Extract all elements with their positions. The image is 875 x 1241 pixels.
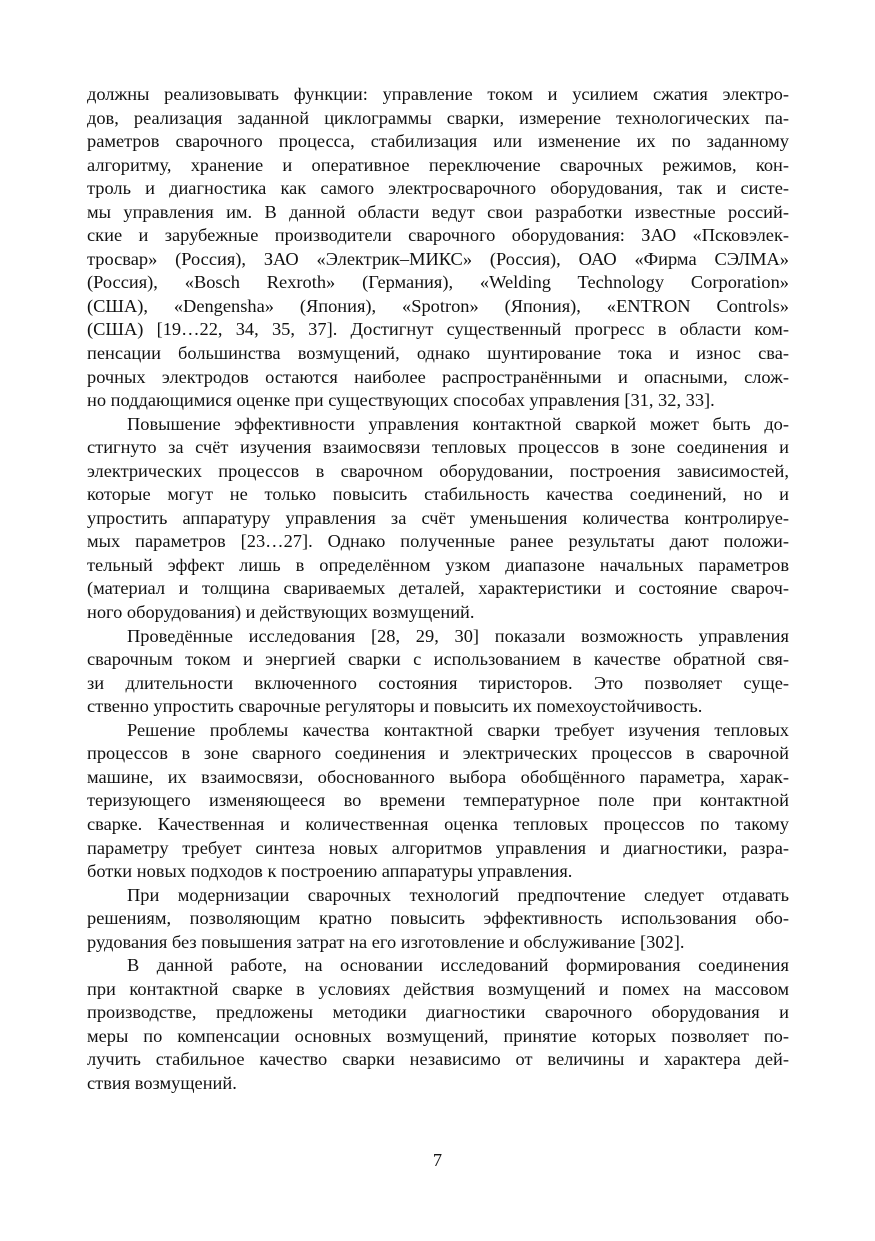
text-line: решениям, позволяющим кратно повысить эффективность использования обо- [87,908,789,929]
text-line: зи длительности включенного состояния тиристоров. Это позволяет суще- [87,672,789,693]
text-line: производстве, предложены методики диагностики сварочного оборудования и [87,1002,789,1023]
text-line: рочных электродов остаются наиболее распространёнными и опасными, слож- [87,366,789,387]
paragraph [87,884,789,955]
text-line: упростить аппаратуру управления за счёт уменьшения количества контролируе- [87,507,789,528]
text-line: которые могут не только повысить стабильность качества соединений, но и [87,484,789,505]
text-line: мых параметров [23…27]. Однако полученные ранее результаты дают положи- [87,531,789,552]
paragraph [87,413,789,625]
text-line: раметров сварочного процесса, стабилизация или изменение их по заданному [87,131,789,152]
text-line: троль и диагностика как самого электросварочного оборудования, так и систе- [87,178,789,199]
paragraph [87,719,789,884]
text-line: Решение проблемы качества контактной сварки требует изучения тепловых [127,719,789,740]
body-text [87,83,789,1096]
text-line: рудования без повышения затрат на его изготовление и обслуживание [302]. [87,931,685,952]
paragraph [87,954,789,1095]
paragraph [87,625,789,719]
text-line: (материал и толщина свариваемых деталей, характеристики и состояние свароч- [87,578,789,599]
paragraph [87,83,789,413]
text-line: ного оборудования) и действующих возмущений. [87,602,475,623]
text-line: тросвар» (Россия), ЗАО «Электрик–МИКС» (Россия), ОАО «Фирма СЭЛМА» [87,248,789,269]
text-line: электрических процессов в сварочном оборудовании, построения зависимостей, [87,460,789,481]
text-line: сварке. Качественная и количественная оценка тепловых процессов по такому [87,813,789,834]
text-line: (США), «Dengensha» (Япония), «Spotron» (Япония), «ENTRON Controls» [87,295,789,316]
text-line: машине, их взаимосвязи, обоснованного выбора обобщённого параметра, харак- [87,766,789,787]
text-line: должны реализовывать функции: управление током и усилием сжатия электро- [87,84,789,104]
text-line: Проведённые исследования [28, 29, 30] показали возможность управления [127,625,789,646]
text-line: мы управления им. В данной области ведут свои разработки известные россий- [87,201,789,222]
text-line: ственно упростить сварочные регуляторы и повысить их помехоустойчивость. [87,696,703,717]
page-number: 7 [432,1150,443,1170]
text-line: тельный эффект лишь в определённом узком диапазоне начальных параметров [87,554,789,575]
text-line: пенсации большинства возмущений, однако шунтирование тока и износ сва- [87,343,789,364]
text-line: но поддающимися оценке при существующих способах управления [31, 32, 33]. [87,390,715,411]
text-line: дов, реализация заданной циклограммы сварки, измерение технологических па- [87,107,789,128]
text-line: параметру требует синтеза новых алгоритмов управления и диагностики, разра- [87,837,789,858]
text-line: В данной работе, на основании исследований формирования соединения [127,955,789,976]
text-line: алгоритму, хранение и оперативное переключение сварочных режимов, кон- [87,154,789,175]
text-line: (США) [19…22, 34, 35, 37]. Достигнут существенный прогресс в области ком- [87,319,789,340]
text-line: (Россия), «Bosch Rexroth» (Германия), «Welding Technology Corporation» [87,272,789,293]
text-line: ботки новых подходов к построению аппаратуры управления. [87,861,573,882]
text-line: стигнуто за счёт изучения взаимосвязи тепловых процессов в зоне соединения и [87,437,789,458]
text-line: лучить стабильное качество сварки независимо от величины и характера дей- [87,1049,789,1070]
text-line: теризующего изменяющееся во времени температурное поле при контактной [87,790,789,811]
text-line: сварочным током и энергией сварки с использованием в качестве обратной свя- [87,649,789,670]
text-line: меры по компенсации основных возмущений, принятие которых позволяет по- [87,1025,789,1046]
text-line: ские и зарубежные производители сварочного оборудования: ЗАО «Псковэлек- [87,225,789,246]
text-line: процессов в зоне сварного соединения и электрических процессов в сварочной [87,743,789,764]
text-line: Повышение эффективности управления контактной сваркой может быть до- [127,413,789,434]
text-line: При модернизации сварочных технологий предпочтение следует отдавать [127,884,789,905]
text-line: ствия возмущений. [87,1072,237,1093]
text-line: при контактной сварке в условиях действия возмущений и помех на массовом [87,978,789,999]
